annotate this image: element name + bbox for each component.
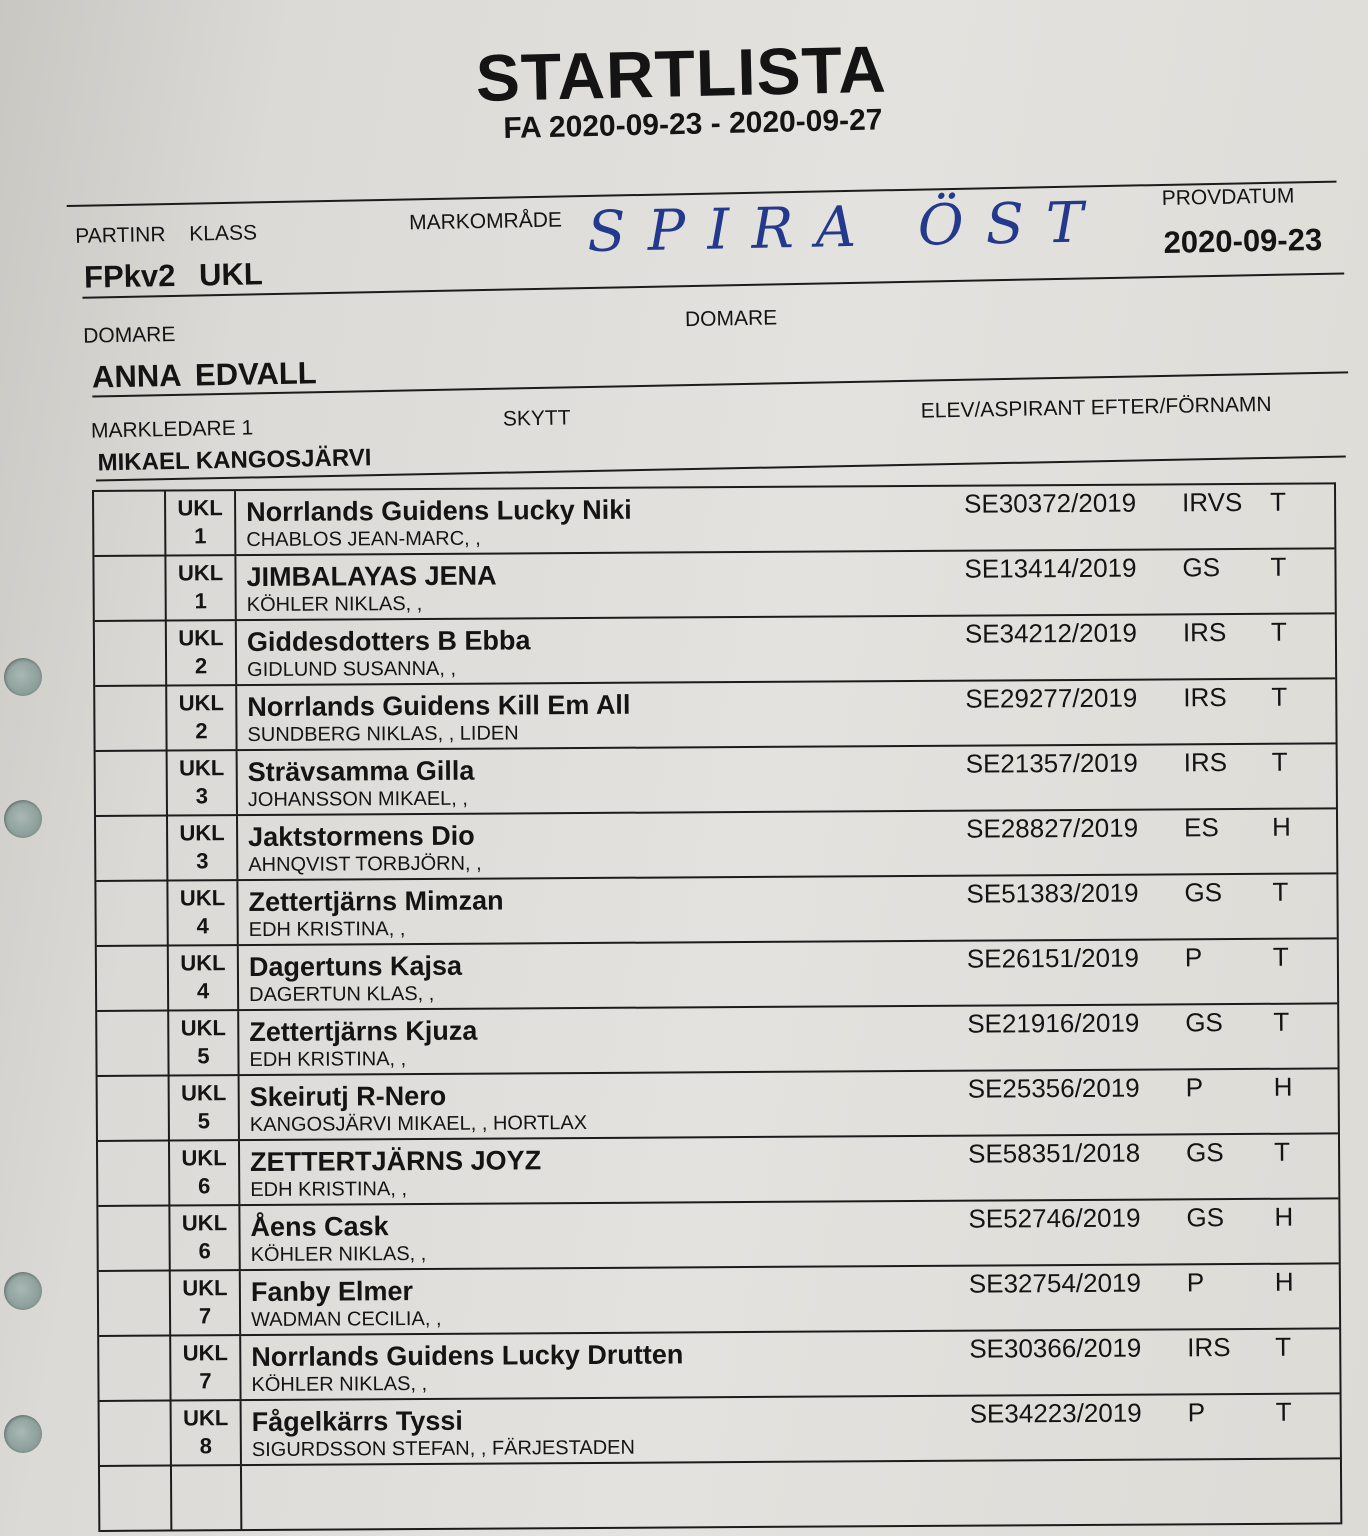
class-code: UKL [180, 950, 226, 976]
class-cell [168, 881, 238, 944]
markomrade-handwritten: SPIRA ÖST [586, 190, 1107, 265]
punch-hole [4, 1272, 42, 1310]
sex-code: T [1275, 1331, 1292, 1362]
breed-code: P [1187, 1397, 1206, 1428]
sex-code: H [1274, 1201, 1294, 1232]
start-number: 3 [196, 848, 209, 874]
breed-code: P [1186, 1267, 1205, 1298]
header-fields [66, 145, 1352, 477]
skytt-label: SKYTT [502, 406, 571, 431]
table-row [95, 614, 1335, 687]
class-cell [171, 1271, 241, 1334]
breed-code: IRS [1182, 617, 1227, 648]
sex-code: T [1270, 616, 1287, 647]
markomrade-label: MARKOMRÅDE [408, 208, 563, 235]
owner-name: SUNDBERG NIKLAS, , LIDEN [247, 722, 519, 747]
registration-number: SE34223/2019 [969, 1397, 1142, 1429]
table-row [98, 1199, 1338, 1272]
registration-number: SE30372/2019 [964, 487, 1137, 519]
class-code: UKL [180, 1015, 226, 1041]
domare1-label: DOMARE [82, 322, 176, 348]
class-cell [169, 946, 239, 1009]
breed-code: GS [1185, 1137, 1224, 1168]
startlist-table [92, 482, 1342, 1532]
table-row [96, 874, 1336, 947]
dog-name: Fågelkärrs Tyssi [251, 1405, 463, 1438]
start-number: 1 [194, 588, 207, 614]
sex-code: T [1272, 941, 1289, 972]
sex-code: T [1275, 1396, 1292, 1427]
dog-name: ZETTERTJÄRNS JOYZ [250, 1145, 542, 1178]
sex-code: T [1273, 1136, 1291, 1167]
blank-cell [94, 492, 166, 555]
registration-number: SE30366/2019 [969, 1332, 1142, 1364]
sex-code: T [1271, 681, 1288, 712]
dog-name: Norrlands Guidens Lucky Niki [246, 494, 632, 528]
registration-number: SE25356/2019 [967, 1072, 1140, 1104]
partinr-value: FPkv2 [83, 257, 176, 295]
markledare-label: MARKLEDARE 1 [90, 416, 254, 443]
sex-code: H [1274, 1266, 1294, 1297]
sex-code: H [1271, 811, 1291, 842]
class-cell [172, 1401, 242, 1464]
sex-code: T [1272, 876, 1289, 907]
blank-cell [95, 622, 167, 685]
blank-cell [100, 1402, 172, 1465]
dog-name: Åens Cask [250, 1211, 389, 1243]
start-number: 2 [195, 718, 208, 744]
class-cell [169, 1011, 239, 1074]
registration-number: SE52746/2019 [968, 1202, 1141, 1234]
class-code: UKL [178, 625, 224, 651]
breed-code: GS [1185, 1007, 1223, 1038]
partinr-label: PARTINR [75, 223, 166, 248]
class-cell [172, 1466, 242, 1529]
registration-number: SE21357/2019 [965, 747, 1138, 779]
owner-name: KÖHLER NIKLAS, , [250, 1242, 427, 1267]
dog-name: JIMBALAYAS JENA [246, 560, 497, 593]
provdatum-label: PROVDATUM [1161, 184, 1295, 210]
table-row [99, 1329, 1339, 1402]
class-code: UKL [182, 1340, 228, 1366]
blank-cell [97, 1012, 169, 1075]
class-cell [170, 1076, 240, 1139]
owner-name: EDH KRISTINA, , [250, 1178, 408, 1202]
start-number: 6 [198, 1173, 211, 1199]
start-number: 5 [197, 1043, 210, 1069]
registration-number: SE13414/2019 [964, 552, 1137, 584]
breed-code: GS [1186, 1202, 1225, 1233]
klass-value: UKL [198, 256, 264, 293]
table-row [99, 1264, 1339, 1337]
blank-cell [97, 947, 169, 1010]
class-code: UKL [182, 1405, 229, 1431]
breed-code: IRS [1183, 747, 1228, 778]
table-row [98, 1069, 1338, 1142]
dog-name: Strävsamma Gilla [247, 755, 475, 788]
start-number: 8 [199, 1433, 213, 1459]
blank-cell [99, 1337, 171, 1400]
table-row [94, 549, 1334, 622]
start-number: 4 [196, 913, 209, 939]
start-number: 7 [198, 1303, 212, 1329]
provdatum-value: 2020-09-23 [1163, 221, 1323, 260]
breed-code: P [1185, 1072, 1204, 1103]
blank-cell [98, 1142, 170, 1205]
class-code: UKL [179, 820, 225, 846]
table-row [94, 484, 1334, 557]
breed-code: GS [1184, 877, 1223, 908]
dog-name: Giddesdotters B Ebba [246, 625, 531, 658]
class-cell [171, 1336, 241, 1399]
dog-name: Norrlands Guidens Kill Em All [247, 689, 631, 723]
breed-code: IRS [1187, 1332, 1231, 1363]
start-number: 7 [199, 1368, 212, 1394]
table-row [100, 1394, 1340, 1467]
owner-name: AHNQVIST TORBJÖRN, , [248, 852, 482, 877]
blank-cell [99, 1272, 171, 1335]
domare2-label: DOMARE [684, 306, 778, 332]
sex-code: T [1270, 551, 1287, 582]
blank-cell [95, 687, 167, 750]
blank-cell [96, 882, 168, 945]
start-number: 2 [194, 653, 208, 679]
breed-code: IRS [1183, 682, 1227, 713]
divider [82, 272, 1344, 298]
dog-name: Zettertjärns Kjuza [249, 1015, 478, 1048]
class-code: UKL [181, 1145, 227, 1171]
registration-number: SE32754/2019 [968, 1267, 1141, 1299]
registration-number: SE21916/2019 [967, 1007, 1140, 1039]
breed-code: ES [1183, 812, 1219, 843]
sex-code: T [1270, 486, 1287, 517]
dog-name: Norrlands Guidens Lucky Drutten [251, 1339, 684, 1373]
registration-number: SE28827/2019 [965, 812, 1139, 844]
table-row [97, 1004, 1337, 1077]
owner-name: JOHANSSON MIKAEL, , [247, 787, 469, 812]
blank-cell [98, 1077, 170, 1140]
dog-name: Jaktstormens Dio [248, 820, 475, 853]
class-cell [166, 491, 236, 554]
class-cell [170, 1141, 240, 1204]
dog-name: Dagertuns Kajsa [248, 950, 463, 983]
table-row [95, 679, 1335, 752]
registration-number: SE29277/2019 [965, 682, 1138, 714]
page-subtitle: FA 2020-09-23 - 2020-09-27 [503, 103, 883, 145]
owner-name: GIDLUND SUSANNA, , [247, 657, 457, 682]
breed-code: P [1184, 942, 1203, 973]
owner-name: DAGERTUN KLAS, , [249, 982, 435, 1007]
table-row [97, 939, 1337, 1012]
page-title: STARTLISTA [475, 31, 888, 115]
sex-code: H [1273, 1071, 1293, 1102]
class-code: UKL [179, 885, 226, 911]
registration-number: SE51383/2019 [966, 877, 1139, 909]
domare1-value: ANNA EDVALL [91, 355, 317, 395]
class-code: UKL [177, 560, 224, 586]
class-code: UKL [179, 755, 225, 781]
class-code: UKL [180, 1080, 227, 1106]
class-cell [166, 556, 236, 619]
table-row [98, 1134, 1338, 1207]
blank-cell [98, 1207, 170, 1270]
class-cell [167, 621, 237, 684]
start-number: 6 [198, 1238, 211, 1264]
class-code: UKL [182, 1275, 228, 1301]
owner-name: KÖHLER NIKLAS, , [246, 592, 423, 617]
sex-code: T [1271, 746, 1288, 777]
blank-cell [94, 557, 166, 620]
class-cell [168, 816, 238, 879]
markledare-value: MIKAEL KANGOSJÄRVI [97, 444, 372, 477]
registration-number: SE34212/2019 [964, 617, 1138, 649]
owner-name: SIGURDSSON STEFAN, , FÄRJESTADEN [251, 1436, 635, 1462]
elev-label: ELEV/ASPIRANT EFTER/FÖRNAMN [920, 392, 1272, 423]
registration-number: SE58351/2018 [967, 1137, 1141, 1169]
punch-hole [4, 1415, 42, 1453]
breed-code: IRVS [1182, 486, 1243, 518]
owner-name: EDH KRISTINA, , [248, 918, 406, 942]
class-code: UKL [178, 690, 224, 716]
start-number: 5 [197, 1108, 211, 1134]
blank-cell [96, 817, 168, 880]
punch-hole [4, 800, 42, 838]
class-cell [170, 1206, 240, 1269]
class-cell [168, 751, 238, 814]
table-row [96, 809, 1336, 882]
class-code: UKL [177, 495, 223, 521]
breed-code: GS [1182, 552, 1221, 583]
sex-code: T [1273, 1006, 1290, 1037]
dog-name: Zettertjärns Mimzan [248, 885, 504, 918]
registration-number: SE26151/2019 [966, 942, 1140, 974]
table-row [96, 744, 1336, 817]
dog-name: Skeirutj R-Nero [249, 1080, 447, 1113]
owner-name: CHABLOS JEAN-MARC, , [246, 527, 481, 552]
owner-name: EDH KRISTINA, , [249, 1048, 407, 1072]
class-code: UKL [181, 1210, 228, 1236]
start-number: 4 [196, 978, 210, 1004]
class-cell [167, 686, 237, 749]
start-number: 3 [195, 783, 209, 809]
dog-name: Fanby Elmer [250, 1276, 414, 1308]
start-number: 1 [194, 523, 207, 549]
owner-name: KANGOSJÄRVI MIKAEL, , HORTLAX [249, 1111, 588, 1137]
blank-cell [96, 752, 168, 815]
owner-name: WADMAN CECILIA, , [251, 1307, 442, 1332]
blank-cell [100, 1467, 172, 1530]
punch-hole [4, 658, 42, 696]
owner-name: KÖHLER NIKLAS, , [251, 1372, 428, 1397]
table-row [100, 1459, 1340, 1532]
klass-label: KLASS [189, 221, 258, 246]
